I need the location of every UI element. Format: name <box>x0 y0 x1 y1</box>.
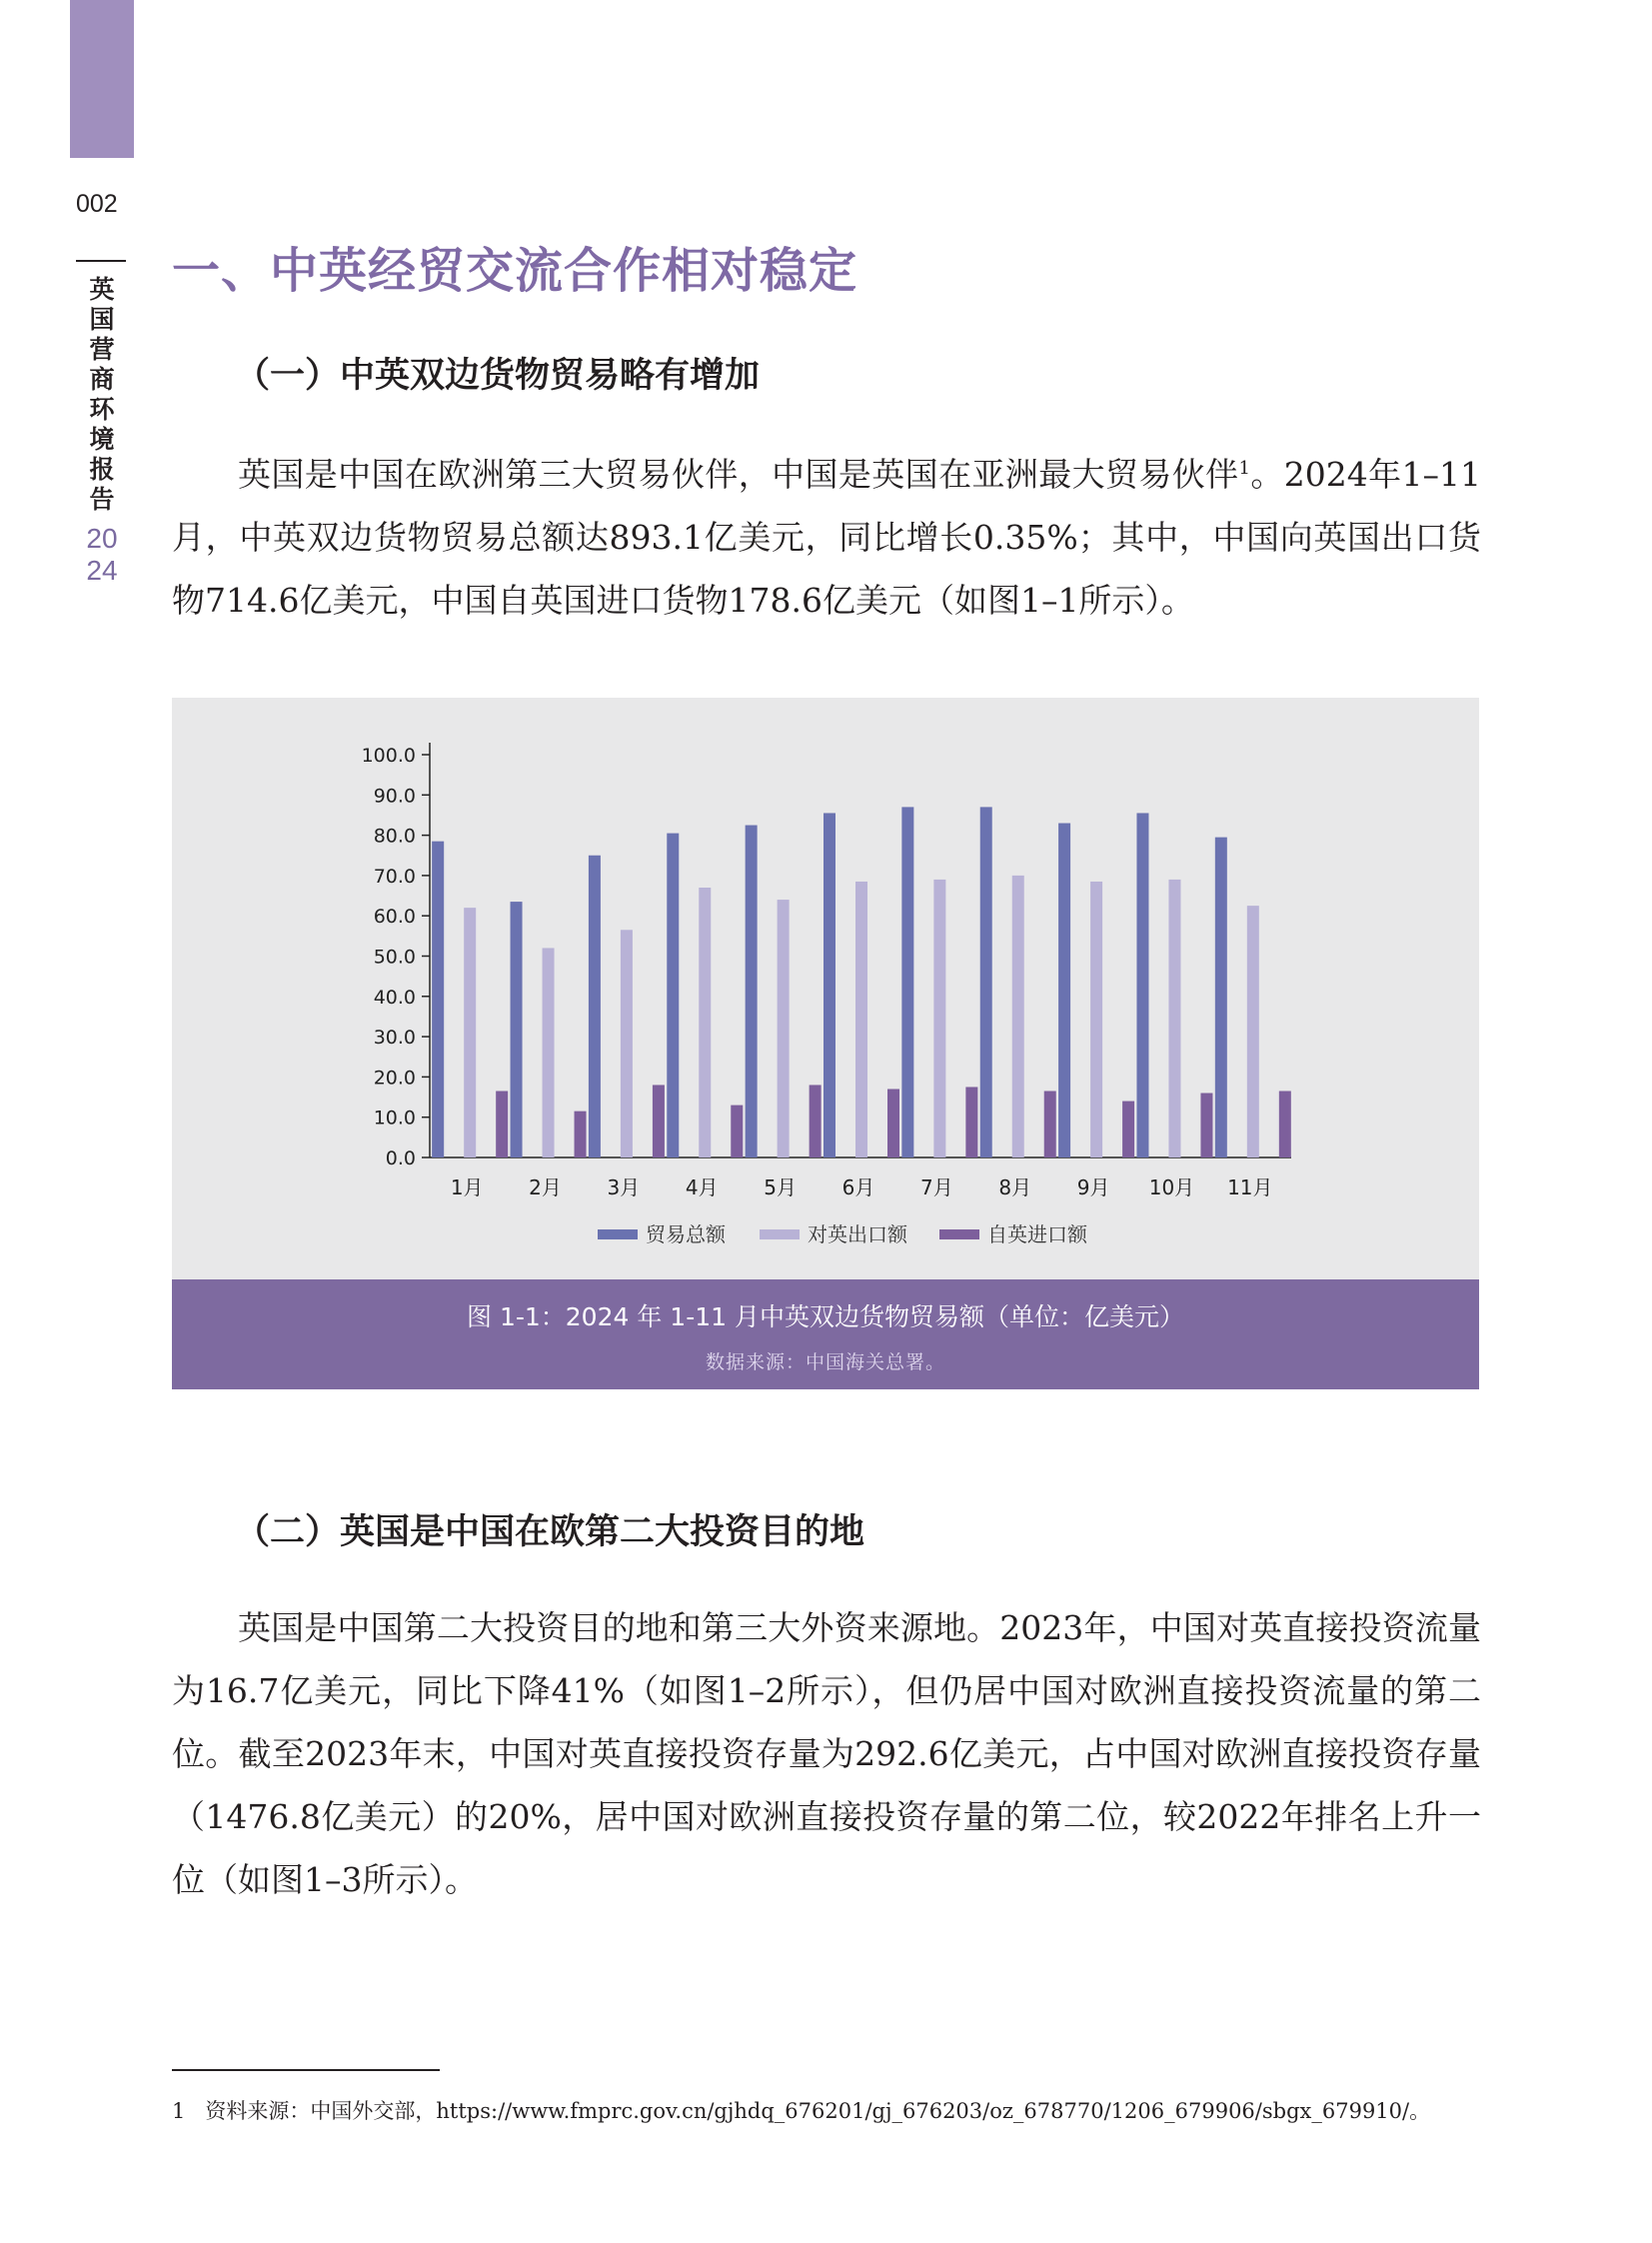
bar-1-3 <box>589 856 601 1157</box>
side-rule <box>76 260 126 262</box>
bar-1-2 <box>511 902 523 1157</box>
bar-3-7 <box>965 1087 977 1157</box>
side-title-text: 英国营商环境报告 <box>89 275 115 514</box>
bar-3-10 <box>1200 1094 1212 1157</box>
y-tick-label-1: 10.0 <box>373 1107 416 1129</box>
x-tick-label-10: 10月 <box>1148 1175 1195 1199</box>
section-1-heading: （一）中英双边货物贸易略有增加 <box>235 356 761 396</box>
bar-2-10 <box>1168 880 1180 1157</box>
figure-1-chart <box>172 698 1479 1279</box>
bar-2-8 <box>1012 876 1024 1157</box>
bar-2-5 <box>778 900 790 1157</box>
section-2-paragraph <box>172 1596 1481 1911</box>
bar-2-11 <box>1247 906 1259 1157</box>
para-text-b: 。2024年1–11月，中英双边货物贸易总额达893.1亿美元，同比增长0.35%；其中，中国向英国出口货物714.6亿美元，中国自英国进口货物178.6亿美元（如图1–1所示）。 <box>172 455 1481 620</box>
footnote-ref[interactable]: 1 <box>1238 458 1250 479</box>
y-tick-label-7: 70.0 <box>373 865 416 888</box>
x-tick-label-3: 3月 <box>607 1175 641 1199</box>
bar-2-3 <box>621 930 633 1157</box>
y-tick-label-9: 90.0 <box>373 785 416 808</box>
x-tick-label-9: 9月 <box>1076 1175 1110 1199</box>
bar-1-10 <box>1136 813 1148 1157</box>
bar-2-7 <box>933 880 945 1157</box>
x-tick-label-8: 8月 <box>998 1175 1032 1199</box>
legend-label-2: 对英出口额 <box>808 1222 907 1246</box>
figure-caption-source: 数据来源：中国海关总署。 <box>705 1351 945 1373</box>
bar-2-6 <box>855 882 867 1157</box>
legend-label-1: 贸易总额 <box>646 1222 726 1246</box>
footnote <box>172 2095 1430 2125</box>
legend-swatch-2 <box>760 1229 800 1239</box>
legend-swatch-3 <box>939 1229 979 1239</box>
legend-label-3: 自英进口额 <box>987 1222 1087 1246</box>
bar-2-2 <box>543 948 555 1157</box>
bar-3-6 <box>887 1089 899 1157</box>
bar-3-2 <box>575 1112 587 1157</box>
y-tick-label-4: 40.0 <box>373 986 416 1009</box>
y-tick-label-8: 80.0 <box>373 825 416 848</box>
x-tick-label-1: 1月 <box>450 1175 484 1199</box>
corner-tab <box>70 0 134 158</box>
figure-1-caption <box>172 1279 1479 1389</box>
x-tick-label-2: 2月 <box>529 1175 562 1199</box>
y-tick-label-0: 0.0 <box>385 1147 416 1169</box>
bar-1-7 <box>901 807 913 1157</box>
bar-2-4 <box>699 888 711 1157</box>
bar-3-9 <box>1122 1102 1134 1157</box>
footnote-rule <box>172 2069 440 2071</box>
section-1-paragraph <box>172 443 1481 632</box>
bar-1-9 <box>1058 824 1070 1157</box>
figure-caption-title: 图 1-1：2024 年 1-11 月中英双边货物贸易额（单位：亿美元） <box>467 1302 1184 1331</box>
bar-1-5 <box>746 826 758 1157</box>
bar-2-9 <box>1090 882 1102 1157</box>
footnote-number: 1 <box>172 2099 186 2123</box>
x-tick-label-5: 5月 <box>764 1175 798 1199</box>
section-2-text: 英国是中国第二大投资目的地和第三大外资来源地。2023年，中国对英直接投资流量为16.7亿美元，同比下降41%（如图1–2所示），但仍居中国对欧洲直接投资流量的第二位。截至2023年末，中国对英直接投资存量为292.6亿美元，占中国对欧洲直接投资存量（1476.8亿美元）的20%，居中国对欧洲直接投资存量的第二位，较2022年排名上升一位（如图1–3所示）。 <box>172 1608 1481 1899</box>
y-tick-label-10: 100.0 <box>361 745 416 767</box>
x-tick-label-11: 11月 <box>1227 1175 1273 1199</box>
x-tick-label-7: 7月 <box>919 1175 953 1199</box>
bar-1-4 <box>667 834 679 1157</box>
section-2-heading: （二）英国是中国在欧第二大投资目的地 <box>235 1512 865 1552</box>
page-number: 002 <box>76 190 118 218</box>
y-tick-label-5: 50.0 <box>373 946 416 969</box>
side-running-title <box>85 275 119 587</box>
chapter-heading: 一、中英经贸交流合作相对稳定 <box>172 243 858 299</box>
bar-1-11 <box>1215 838 1227 1157</box>
para-text-a: 英国是中国在欧洲第三大贸易伙伴，中国是英国在亚洲最大贸易伙伴 <box>238 455 1239 494</box>
side-title-year: 2024 <box>86 523 118 586</box>
bar-3-8 <box>1044 1092 1056 1157</box>
bar-2-1 <box>464 908 476 1157</box>
bar-1-8 <box>980 807 992 1157</box>
bar-1-6 <box>824 813 835 1157</box>
y-tick-label-6: 60.0 <box>373 906 416 929</box>
x-tick-label-4: 4月 <box>685 1175 719 1199</box>
x-tick-label-6: 6月 <box>841 1175 875 1199</box>
legend-swatch-1 <box>598 1229 638 1239</box>
bar-3-1 <box>496 1092 508 1157</box>
bar-1-1 <box>432 842 444 1157</box>
bar-3-4 <box>731 1106 743 1157</box>
bar-3-11 <box>1279 1092 1291 1157</box>
y-tick-label-3: 30.0 <box>373 1027 416 1050</box>
figure-1-panel <box>172 698 1479 1279</box>
bar-3-3 <box>653 1085 665 1157</box>
bar-3-5 <box>810 1085 822 1157</box>
footnote-text[interactable]: 资料来源：中国外交部，https://www.fmprc.gov.cn/gjhdq_676201/gj_676203/oz_678770/1206_679906/sbgx_679910/。 <box>205 2099 1431 2123</box>
y-tick-label-2: 20.0 <box>373 1067 416 1090</box>
